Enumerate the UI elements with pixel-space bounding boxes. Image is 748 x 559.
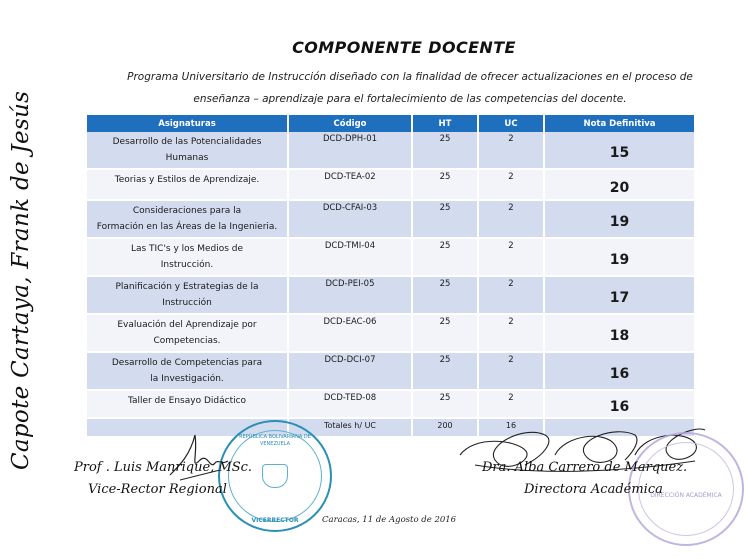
table-header-row: [87, 115, 695, 132]
table-row: [87, 169, 695, 200]
cell-uc: 2: [478, 132, 544, 169]
subject-line-1: Evaluación del Aprendizaje por: [117, 320, 257, 330]
cell-grade: 15: [544, 132, 695, 169]
cell-code: DCD-DCI-07: [288, 352, 412, 390]
subject-line-2: la Investigación.: [150, 374, 224, 384]
subject-line-1: Desarrollo de Competencias para: [111, 358, 263, 368]
subject-line-2: Competencias.: [153, 336, 221, 346]
signature-right-name: Dra. Alba Carrero de Marquez.: [482, 460, 688, 475]
table-row: [87, 276, 695, 314]
document-title-text: COMPONENTE DOCENTE: [292, 38, 516, 57]
cell-subject: [87, 390, 288, 418]
table-row: [87, 314, 695, 352]
cell-code: DCD-PEI-05: [288, 276, 412, 314]
cell-subject: [87, 200, 288, 238]
program-description-line-1: Programa Universitario de Instrucción diseñado con la finalidad de ofrecer actualizaciones en el proceso de: [127, 71, 693, 83]
table-row: [87, 238, 695, 276]
stamp-left-top-text: REPÚBLICA BOLIVARIANA DE VENEZUELA: [239, 434, 311, 447]
cell-uc: 2: [478, 169, 544, 200]
cell-uc: 2: [478, 352, 544, 390]
subject-line-2: Formación en las Áreas de la Ingenieria.: [96, 222, 278, 232]
subject-line-2: Instrucción: [162, 298, 212, 308]
table-row: [87, 390, 695, 418]
cell-grade: 16: [544, 390, 695, 418]
cell-uc: 2: [478, 390, 544, 418]
issue-date: Caracas, 11 de Agosto de 2016: [322, 515, 457, 525]
signature-left-role: Vice-Rector Regional: [88, 482, 227, 497]
cell-ht: 25: [412, 169, 478, 200]
header-nota-definitiva: Nota Definitiva: [544, 115, 695, 132]
grades-table: [87, 115, 696, 438]
cell-ht: 25: [412, 314, 478, 352]
official-stamp-left: [218, 420, 332, 532]
totals-label: Totales h/ UC: [288, 418, 412, 437]
subject-line-1: Las TIC's y los Medios de: [130, 244, 244, 254]
cell-code: DCD-EAC-06: [288, 314, 412, 352]
cell-subject: [87, 276, 288, 314]
cell-ht: 25: [412, 132, 478, 169]
cell-code: DCD-TMI-04: [288, 238, 412, 276]
cell-uc: 2: [478, 238, 544, 276]
cell-code: DCD-TED-08: [288, 390, 412, 418]
cell-subject: [87, 238, 288, 276]
program-description-line-2: enseñanza – aprendizaje para el fortalecimiento de las competencias del docente.: [193, 93, 627, 105]
header-asignaturas: Asignaturas: [87, 115, 288, 132]
table-row: [87, 352, 695, 390]
subject-line-1: Taller de Ensayo Didáctico: [127, 396, 247, 406]
cell-uc: 2: [478, 314, 544, 352]
cell-subject: [87, 169, 288, 200]
cell-grade: 18: [544, 314, 695, 352]
cell-subject: [87, 132, 288, 169]
cell-grade: 19: [544, 238, 695, 276]
subject-line-2: Instrucción.: [160, 260, 214, 270]
subject-line-1: Desarrollo de las Potencialidades: [112, 137, 262, 147]
subject-line-1: Planificación y Estrategias de la: [115, 282, 259, 292]
stamp-right-bottom-text: DIRECCIÓN ACADÉMICA: [650, 492, 722, 499]
program-description: [100, 66, 720, 110]
stamp-emblem-icon: [262, 464, 288, 488]
totals-ht: 200: [412, 418, 478, 437]
table-row: [87, 132, 695, 169]
subject-line-1: Teorias y Estilos de Aprendizaje.: [114, 175, 260, 185]
signature-left-name: Prof . Luis Manrique, MSc.: [74, 460, 253, 475]
header-uc: UC: [478, 115, 544, 132]
cell-ht: 25: [412, 238, 478, 276]
table-body: [87, 132, 695, 437]
signature-right-role: Directora Académica: [524, 482, 663, 497]
cell-subject: [87, 352, 288, 390]
cell-code: DCD-TEA-02: [288, 169, 412, 200]
cell-subject: [87, 314, 288, 352]
student-name-vertical: Capote Cartaya, Frank de Jesús: [8, 90, 34, 470]
header-codigo: Código: [288, 115, 412, 132]
document-title: [0, 38, 748, 57]
subject-line-2: Humanas: [165, 153, 209, 163]
subject-line-1: Consideraciones para la: [132, 206, 242, 216]
cell-ht: 25: [412, 276, 478, 314]
cell-grade: 16: [544, 352, 695, 390]
cell-code: DCD-CFAI-03: [288, 200, 412, 238]
stamp-left-bottom-text: VICERRECTOR: [251, 517, 299, 524]
cell-code: DCD-DPH-01: [288, 132, 412, 169]
header-ht: HT: [412, 115, 478, 132]
table-row: [87, 200, 695, 238]
totals-uc: 16: [478, 418, 544, 437]
cell-uc: 2: [478, 276, 544, 314]
cell-ht: 25: [412, 200, 478, 238]
cell-uc: 2: [478, 200, 544, 238]
cell-grade: 17: [544, 276, 695, 314]
cell-grade: 20: [544, 169, 695, 200]
cell-ht: 25: [412, 390, 478, 418]
cell-grade: 19: [544, 200, 695, 238]
cell-ht: 25: [412, 352, 478, 390]
